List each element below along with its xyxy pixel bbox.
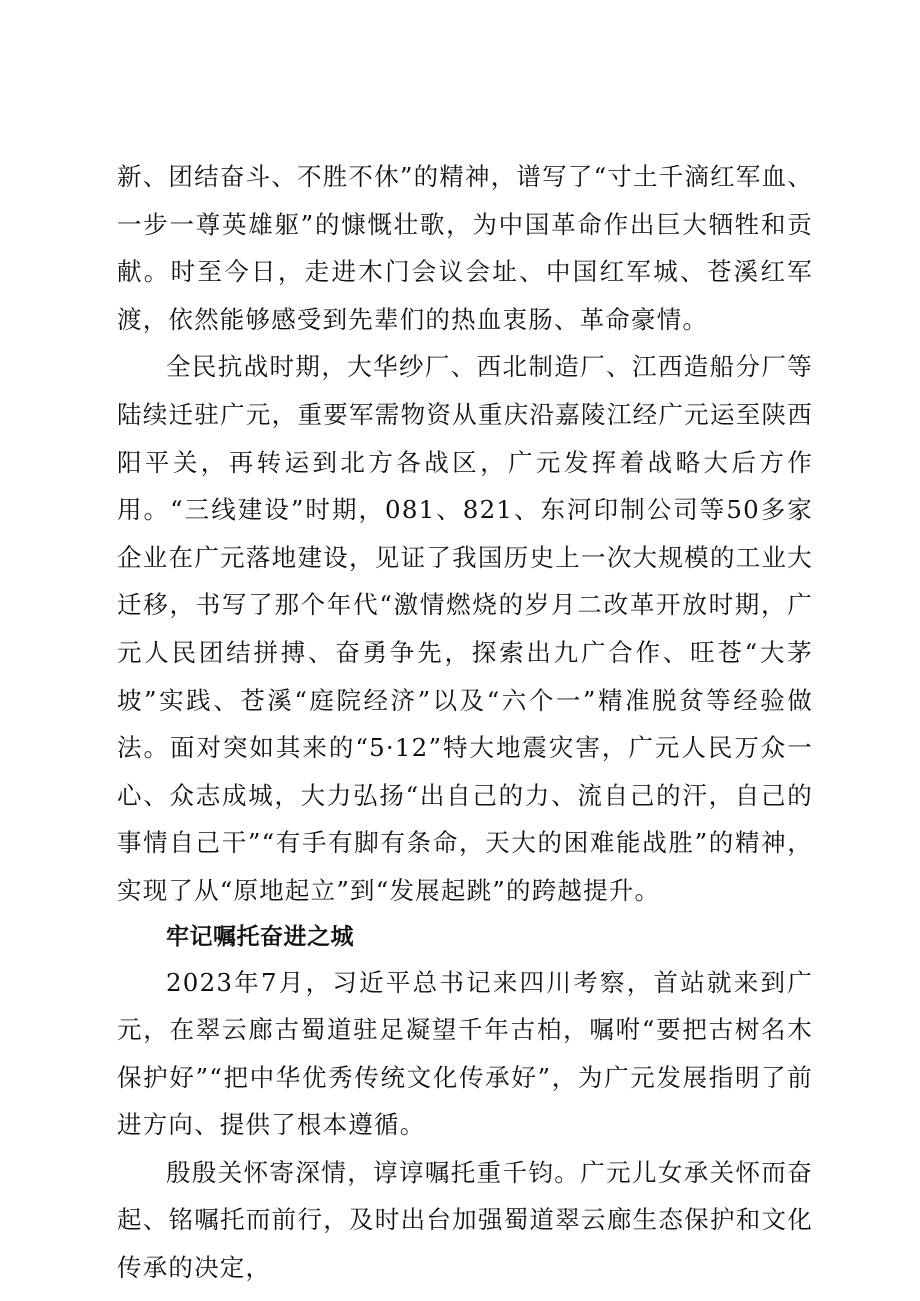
document-body [117, 153, 813, 1292]
paragraph-wartime-history: 全民抗战时期，大华纱厂、西北制造厂、江西造船分厂等陆续迁驻广元，重要军需物资从重庆沿嘉陵江经广元运至陕西阳平关，再转运到北方各战区，广元发挥着战略大后方作用。“三线建设”时期，081、821、东河印制公司等50多家企业在广元落地建设，见证了我国历史上一次大规模的工业大迁移，书写了那个年代“激情燃烧的岁月二改革开放时期，广元人民团结拼搏、奋勇争先，探索出九广合作、旺苍“大茅坡”实践、苍溪“庭院经济”以及“六个一”精准脱贫等经验做法。面对突如其来的“5·12”特大地震灾害，广元人民万众一心、众志成城，大力弘扬“出自己的力、流自己的汗，自己的事情自己干”“有手有脚有条命，天大的困难能战胜”的精神，实现了从“原地起立”到“发展起跳”的跨越提升。 [117, 352, 813, 905]
section-heading: 牢记嘱托奋进之城 [166, 923, 354, 950]
paragraph-continuation: 新、团结奋斗、不胜不休”的精神，谱写了“寸土千滴红军血、一步一尊英雄躯”的慷慨壮歌，为中国革命作出巨大牺牲和贡献。时至今日，走进木门会议会址、中国红军城、苍溪红军渡，依然能够感受到先辈们的热血衷肠、革命豪情。 [117, 162, 813, 334]
paragraph-2023-visit: 2023年7月，习近平总书记来四川考察，首站就来到广元，在翠云廊古蜀道驻足凝望千年古柏，嘱咐“要把古树名木保护好”“把中华优秀传统文化传承好”，为广元发展指明了前进方向、提供了根本遵循。 [117, 967, 813, 1140]
paragraph-entrustment: 殷殷关怀寄深情，谆谆嘱托重千钧。广元儿女承关怀而奋起、铭嘱托而前行，及时出台加强蜀道翠云廊生态保护和文化传承的决定， [117, 1157, 813, 1283]
